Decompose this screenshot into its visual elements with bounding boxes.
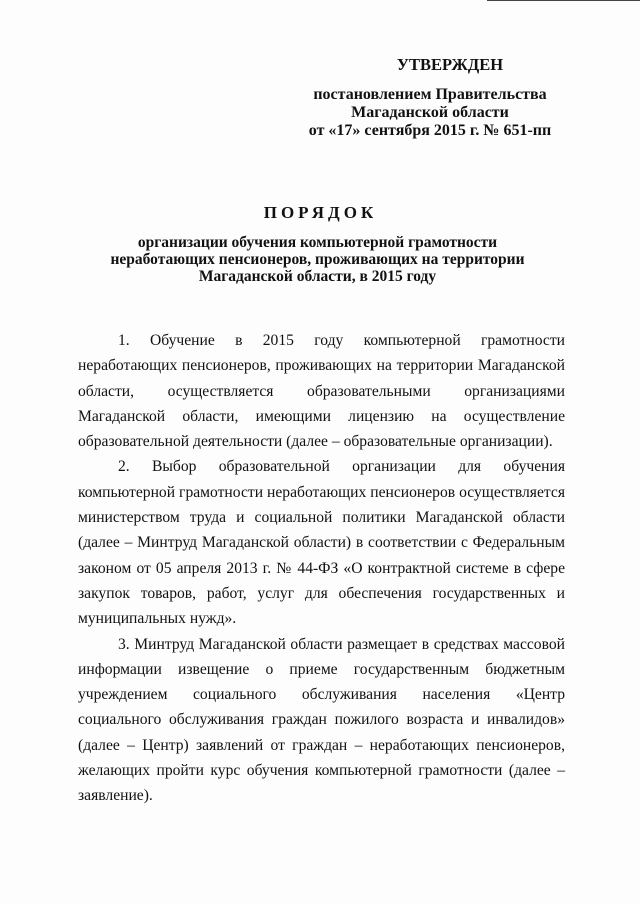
document-body bbox=[78, 328, 565, 809]
paragraph-2: 2. Выбор образовательной организации для обучения компьютерной грамотности неработающих пенсионеров осуществляется министерством труда и социальной политики Магаданской области (далее – Минтруд Магаданской области) в соответствии с Федеральным законом от 05 апреля 2013 г. № 44-ФЗ «О контрактной системе в сфере закупок товаров, работ, услуг для обеспечения государственных и муниципальных нужд». bbox=[78, 458, 565, 628]
document-subtitle: организации обучения компьютерной грамотности неработающих пенсионеров, проживающих на территории Магаданской области, в 2015 году bbox=[110, 234, 525, 285]
paragraph-3: 3. Минтруд Магаданской области размещает в средствах массовой информации извещение о приеме государственным бюджетным учреждением социального обслуживания населения «Центр социального обслуживания граждан пожилого возраста и инвалидов» (далее – Центр) заявлений от граждан – неработающих пенсионеров, желающих пройти курс обучения компьютерной грамотности (далее – заявление). bbox=[78, 635, 565, 805]
approval-line-3: от «17» сентября 2015 г. № 651-пп bbox=[308, 122, 552, 139]
approval-line-2: Магаданской области bbox=[351, 104, 509, 121]
approval-title: УТВЕРЖДЕН bbox=[396, 55, 504, 74]
paragraph-1: 1. Обучение в 2015 году компьютерной грамотности неработающих пенсионеров, проживающих на территории Магаданской области, осуществляется образовательными организациями Магаданской области, имеющими лицензию на осуществление образовательной деятельности (далее – образовательные организации). bbox=[78, 332, 565, 451]
approval-block bbox=[300, 56, 560, 140]
approval-line-1: постановлением Правительства bbox=[313, 86, 547, 103]
scan-edge-line bbox=[487, 0, 640, 1]
document-heading bbox=[95, 203, 540, 285]
document-title: ПОРЯДОК bbox=[263, 203, 378, 222]
